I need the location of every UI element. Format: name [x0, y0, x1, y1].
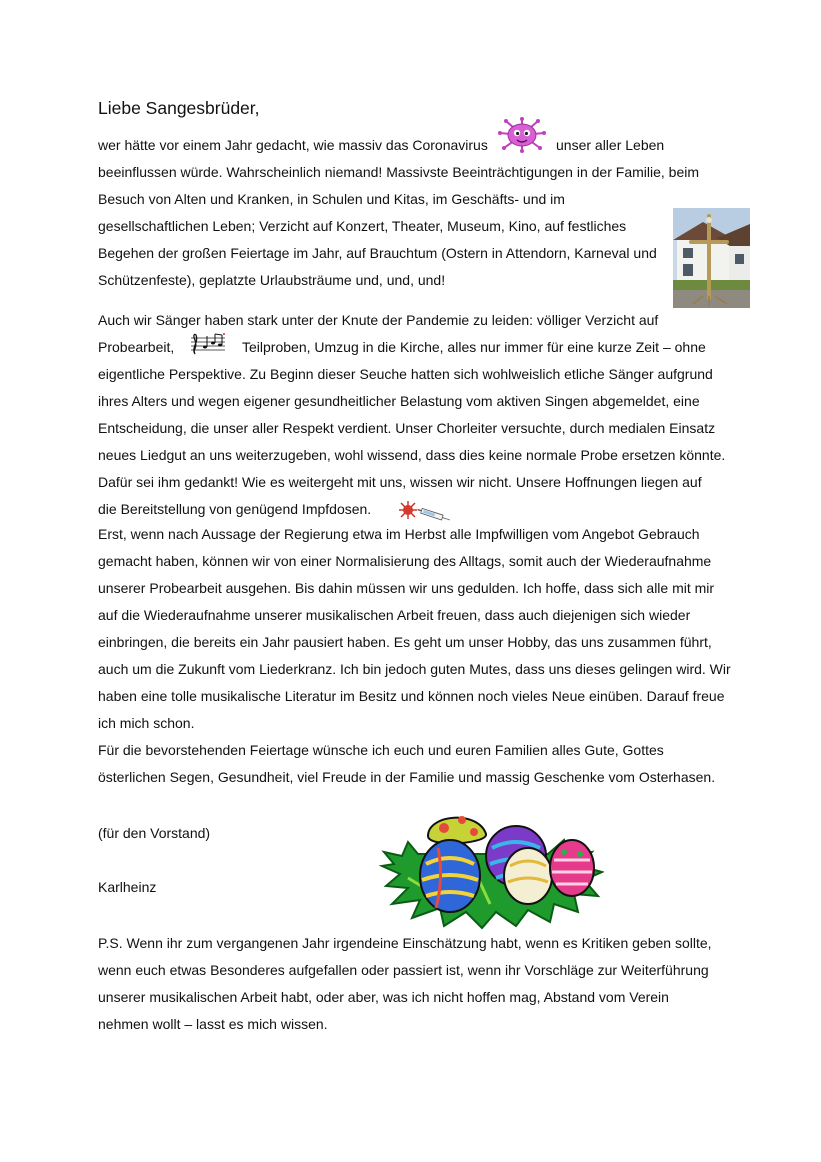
board-line: (für den Vorstand): [98, 825, 211, 841]
text-line: einbringen, die bereits ein Jahr pausiert haben. Es geht um unser Hobby, das uns zusammen führt,: [98, 634, 712, 650]
text-line: ihres Alters und wegen eigener gesundheitlicher Belastung vom aktiven Singen abgemeldet, eine: [98, 393, 700, 409]
ps-line: wenn euch etwas Besonderes aufgefallen oder passiert ist, wenn ihr Vorschläge zur Weiterführung: [98, 962, 709, 978]
text-line: Dafür sei ihm gedankt! Wie es weitergeht mit uns, wissen wir nicht. Unsere Hoffnungen liegen auf: [98, 474, 702, 490]
text-line: Besuch von Alten und Kranken, in Schulen und Kitas, im Geschäfts- und im: [98, 191, 565, 207]
easter-cross-house-photo: [673, 208, 750, 308]
text-line: gemacht haben, können wir von einer Normalisierung des Alltags, somit auch der Wiederaufnahme: [98, 553, 712, 569]
text-line: auch um die Zukunft vom Liederkranz. Ich bin jedoch guten Mutes, dass uns dieses gelingen wird. Wir: [98, 661, 731, 677]
text-line: ich mich schon.: [98, 715, 195, 731]
virus-icon: [496, 117, 548, 153]
text-line: Erst, wenn nach Aussage der Regierung etwa im Herbst alle Impfwilligen vom Angebot Gebrauch: [98, 526, 700, 542]
text-line: Schützenfeste), geplatzte Urlaubsträume und, und, und!: [98, 272, 446, 288]
text-line: gesellschaftlichen Leben; Verzicht auf Konzert, Theater, Museum, Kino, auf festliches: [98, 218, 627, 234]
greeting: Liebe Sangesbrüder,: [98, 98, 260, 118]
text-line: unser aller Leben: [556, 137, 665, 153]
text-line: auf die Wiederaufnahme unserer musikalischen Arbeit freuen, dass auch diejenigen sich wieder: [98, 607, 691, 623]
ps-line: P.S. Wenn ihr zum vergangenen Jahr irgendeine Einschätzung habt, wenn es Kritiken geben sollte,: [98, 935, 712, 951]
text-line: Entscheidung, die unser aller Respekt verdient. Unser Chorleiter versuchte, durch medialen Einsatz: [98, 420, 716, 436]
text-line: wer hätte vor einem Jahr gedacht, wie massiv das Coronavirus: [98, 137, 488, 153]
text-line: eigentliche Perspektive. Zu Beginn dieser Seuche hatten sich wohlweislich etliche Sänger aufgrund: [98, 366, 713, 382]
easter-eggs-nest-clipart: [378, 808, 604, 932]
music-notes-icon: [189, 332, 227, 356]
signature: Karlheinz: [98, 879, 157, 895]
text-line: Auch wir Sänger haben stark unter der Knute der Pandemie zu leiden: völliger Verzicht auf: [98, 312, 659, 328]
text-line: Teilproben, Umzug in die Kirche, alles nur immer für eine kurze Zeit – ohne: [242, 339, 706, 355]
text-line: unserer Probearbeit ausgehen. Bis dahin müssen wir uns gedulden. Ich hoffe, dass sich alle mit mir: [98, 580, 715, 596]
ps-line: unserer musikalischen Arbeit habt, oder aber, was ich nicht hoffen mag, Abstand vom Verein: [98, 989, 669, 1005]
text-line: haben eine tolle musikalische Literatur im Besitz und können noch vieles Neue einüben. Darauf freue: [98, 688, 725, 704]
text-line: beeinflussen würde. Wahrscheinlich niemand! Massivste Beeinträchtigungen in der Familie, beim: [98, 164, 700, 180]
text-line: Begehen der großen Feiertage im Jahr, auf Brauchtum (Ostern in Attendorn, Karneval und: [98, 245, 657, 261]
text-line: Für die bevorstehenden Feiertage wünsche ich euch und euren Familien alles Gute, Gottes: [98, 742, 664, 758]
text-line: Probearbeit,: [98, 339, 175, 355]
ps-line: nehmen wollt – lasst es mich wissen.: [98, 1016, 328, 1032]
text-line: österlichen Segen, Gesundheit, viel Freude in der Familie und massig Geschenke vom Osterhasen.: [98, 769, 716, 785]
text-line: neues Liedgut an uns weiterzugeben, wohl wissend, dass dies keine normale Probe ersetzen könnte.: [98, 447, 726, 463]
text-line: die Bereitstellung von genügend Impfdosen.: [98, 501, 372, 517]
vaccine-syringe-icon: [397, 500, 453, 524]
